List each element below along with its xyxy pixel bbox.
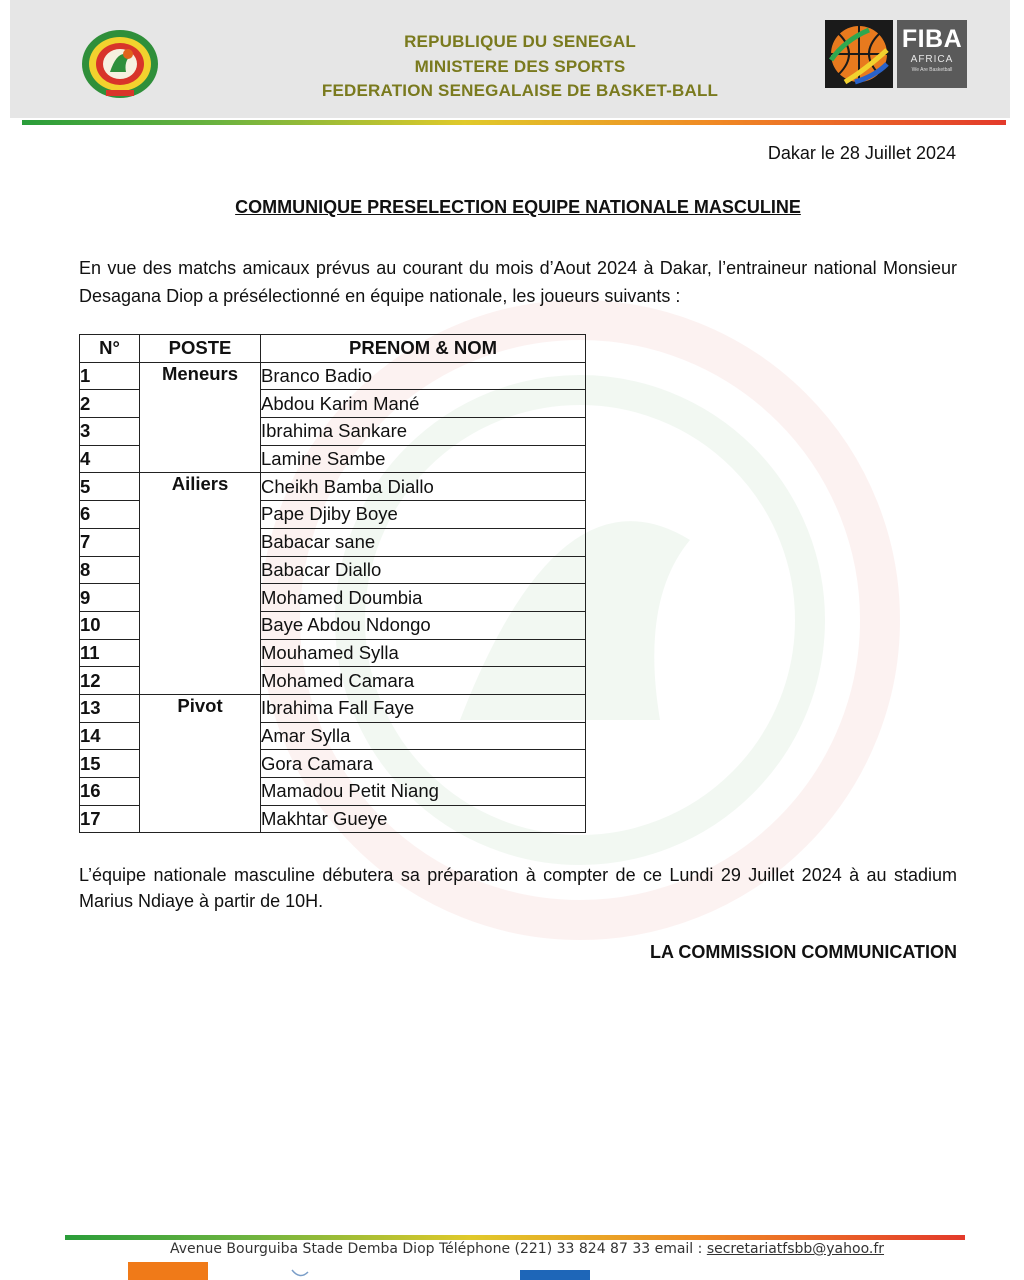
document-title: COMMUNIQUE PRESELECTION EQUIPE NATIONALE MASCULINE <box>235 197 801 217</box>
player-name: Ibrahima Fall Faye <box>261 694 586 722</box>
player-number: 6 <box>80 501 140 529</box>
player-number: 13 <box>80 694 140 722</box>
player-name: Gora Camara <box>261 750 586 778</box>
table-row <box>80 473 586 501</box>
player-name: Ibrahima Sankare <box>261 418 586 446</box>
letterhead-federation: FEDERATION SENEGALAISE DE BASKET-BALL <box>321 81 719 100</box>
table-header-row <box>80 335 586 363</box>
player-name: Amar Sylla <box>261 722 586 750</box>
column-header-position: POSTE <box>140 335 261 363</box>
fiba-word: FIBA <box>901 25 963 53</box>
player-name: Pape Djiby Boye <box>261 501 586 529</box>
fiba-africa-word: AFRICA <box>910 54 954 65</box>
letterhead <box>10 0 1010 118</box>
player-number: 17 <box>80 805 140 833</box>
player-name: Branco Badio <box>261 362 586 390</box>
player-number: 15 <box>80 750 140 778</box>
player-name: Cheikh Bamba Diallo <box>261 473 586 501</box>
footer-divider <box>65 1235 965 1240</box>
closing-paragraph: L’équipe nationale masculine débutera sa préparation à compter de ce Lundi 29 Juillet 2024 à au stadium Marius Ndiaye à partir de 10H. <box>79 865 957 911</box>
position-meneurs: Meneurs <box>140 362 261 473</box>
footer-email-link[interactable]: secretariatfsbb@yahoo.fr <box>706 1241 885 1257</box>
players-table <box>79 334 586 833</box>
fiba-wordmark <box>897 20 967 88</box>
footer-mark-icon <box>290 1268 310 1280</box>
footer-address: Avenue Bourguiba Stade Demba Diop Téléphone (221) 33 824 87 33 email : <box>169 1241 707 1257</box>
player-number: 2 <box>80 390 140 418</box>
player-number: 5 <box>80 473 140 501</box>
footer-contact <box>0 1241 1024 1257</box>
signature: LA COMMISSION COMMUNICATION <box>650 942 957 962</box>
player-number: 4 <box>80 445 140 473</box>
fiba-africa-logo <box>825 20 967 88</box>
player-number: 12 <box>80 667 140 695</box>
position-ailiers: Ailiers <box>140 473 261 695</box>
player-name: Mohamed Camara <box>261 667 586 695</box>
player-number: 8 <box>80 556 140 584</box>
player-number: 14 <box>80 722 140 750</box>
letterhead-title <box>270 30 770 104</box>
table-row <box>80 362 586 390</box>
player-number: 9 <box>80 584 140 612</box>
player-number: 10 <box>80 611 140 639</box>
position-pivot: Pivot <box>140 694 261 832</box>
player-name: Mamadou Petit Niang <box>261 778 586 806</box>
table-row <box>80 694 586 722</box>
player-name: Lamine Sambe <box>261 445 586 473</box>
footer-blue-block <box>520 1270 590 1280</box>
header-divider <box>22 120 1006 125</box>
fsbb-emblem-icon <box>80 28 160 100</box>
player-name: Baye Abdou Ndongo <box>261 611 586 639</box>
fiba-tagline: We Are Basketball <box>911 67 953 73</box>
player-number: 3 <box>80 418 140 446</box>
column-header-name: PRENOM & NOM <box>261 335 586 363</box>
player-name: Abdou Karim Mané <box>261 390 586 418</box>
intro-paragraph: En vue des matchs amicaux prévus au courant du mois d’Aout 2024 à Dakar, l’entraineur national Monsieur Desagana Diop a présélectionné en équipe nationale, les joueurs suivants : <box>79 258 957 306</box>
player-number: 16 <box>80 778 140 806</box>
player-name: Babacar sane <box>261 528 586 556</box>
document-date: Dakar le 28 Juillet 2024 <box>767 143 956 163</box>
letterhead-ministry: MINISTERE DES SPORTS <box>414 56 626 76</box>
player-name: Mouhamed Sylla <box>261 639 586 667</box>
player-name: Mohamed Doumbia <box>261 584 586 612</box>
footer-orange-block <box>128 1262 208 1280</box>
player-number: 7 <box>80 528 140 556</box>
player-number: 1 <box>80 362 140 390</box>
player-name: Makhtar Gueye <box>261 805 586 833</box>
letterhead-republic: REPUBLIQUE DU SENEGAL <box>404 32 636 51</box>
player-name: Babacar Diallo <box>261 556 586 584</box>
player-number: 11 <box>80 639 140 667</box>
column-header-number: N° <box>80 335 140 363</box>
fiba-ball-icon <box>825 20 893 88</box>
